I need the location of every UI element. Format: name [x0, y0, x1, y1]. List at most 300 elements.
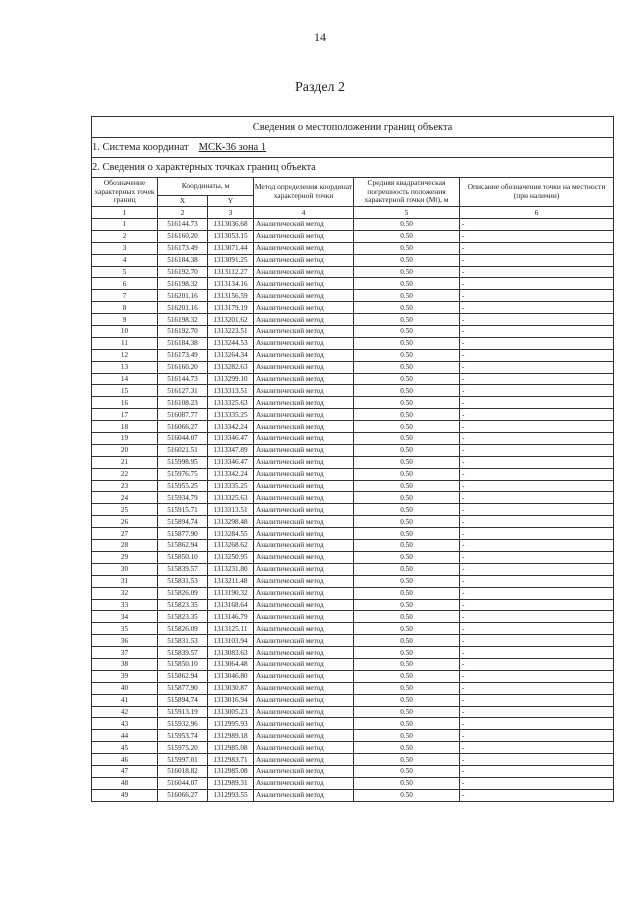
error-cell: 0.50: [354, 302, 460, 314]
description-cell: -: [460, 730, 614, 742]
error-cell: 0.50: [354, 754, 460, 766]
coord-y: 1313179.19: [208, 302, 254, 314]
error-cell: 0.50: [354, 337, 460, 349]
coord-x: 515826.09: [158, 623, 208, 635]
description-cell: -: [460, 468, 614, 480]
table-row: [92, 397, 614, 409]
header-method: Метод определения координат характерной точки: [254, 178, 354, 207]
point-number: 18: [92, 421, 158, 433]
description-cell: -: [460, 789, 614, 801]
coord-y: 1313211.48: [208, 575, 254, 587]
method-cell: Аналитический метод: [254, 266, 354, 278]
description-cell: -: [460, 433, 614, 445]
description-cell: -: [460, 266, 614, 278]
description-cell: -: [460, 242, 614, 254]
point-number: 20: [92, 444, 158, 456]
method-cell: Аналитический метод: [254, 385, 354, 397]
coord-x: 515877.90: [158, 682, 208, 694]
error-cell: 0.50: [354, 421, 460, 433]
coord-x: 516192.70: [158, 266, 208, 278]
table-row: [92, 647, 614, 659]
description-cell: -: [460, 385, 614, 397]
coord-x: 516160.20: [158, 230, 208, 242]
point-number: 25: [92, 504, 158, 516]
coord-y: 1313346.47: [208, 456, 254, 468]
description-cell: -: [460, 302, 614, 314]
method-cell: Аналитический метод: [254, 694, 354, 706]
coord-y: 1313134.16: [208, 278, 254, 290]
point-number: 30: [92, 563, 158, 575]
coord-x: 515826.09: [158, 587, 208, 599]
table-row: [92, 409, 614, 421]
method-cell: Аналитический метод: [254, 765, 354, 777]
error-cell: 0.50: [354, 599, 460, 611]
error-cell: 0.50: [354, 278, 460, 290]
table-row: [92, 718, 614, 730]
coord-y: 1313030.87: [208, 682, 254, 694]
method-cell: Аналитический метод: [254, 587, 354, 599]
coord-system-value: МСК-36 зона 1: [198, 142, 267, 153]
description-cell: -: [460, 742, 614, 754]
point-number: 31: [92, 575, 158, 587]
error-cell: 0.50: [354, 635, 460, 647]
point-number: 21: [92, 456, 158, 468]
description-cell: -: [460, 777, 614, 789]
point-number: 33: [92, 599, 158, 611]
error-cell: 0.50: [354, 480, 460, 492]
method-cell: Аналитический метод: [254, 314, 354, 326]
coord-x: 516108.23: [158, 397, 208, 409]
table-row: [92, 230, 614, 242]
description-cell: -: [460, 314, 614, 326]
table-row: [92, 504, 614, 516]
description-cell: -: [460, 647, 614, 659]
method-cell: Аналитический метод: [254, 611, 354, 623]
method-cell: Аналитический метод: [254, 219, 354, 231]
coord-x: 515839.57: [158, 647, 208, 659]
method-cell: Аналитический метод: [254, 516, 354, 528]
point-number: 40: [92, 682, 158, 694]
coord-y: 1312983.71: [208, 754, 254, 766]
coord-x: 515839.57: [158, 563, 208, 575]
coord-y: 1313083.63: [208, 647, 254, 659]
coord-x: 515831.53: [158, 575, 208, 587]
coord-y: 1313168.64: [208, 599, 254, 611]
description-cell: -: [460, 587, 614, 599]
coord-y: 1312995.93: [208, 718, 254, 730]
description-cell: -: [460, 635, 614, 647]
error-cell: 0.50: [354, 694, 460, 706]
table-row: [92, 314, 614, 326]
point-number: 22: [92, 468, 158, 480]
table-row: [92, 682, 614, 694]
error-cell: 0.50: [354, 314, 460, 326]
point-number: 37: [92, 647, 158, 659]
coord-x: 516066.27: [158, 421, 208, 433]
error-cell: 0.50: [354, 587, 460, 599]
error-cell: 0.50: [354, 504, 460, 516]
header-y: Y: [208, 196, 254, 207]
description-cell: -: [460, 765, 614, 777]
coord-y: 1313016.94: [208, 694, 254, 706]
method-cell: Аналитический метод: [254, 326, 354, 338]
description-cell: -: [460, 290, 614, 302]
error-cell: 0.50: [354, 682, 460, 694]
coord-y: 1313342.24: [208, 468, 254, 480]
coord-x: 516018.82: [158, 765, 208, 777]
coord-x: 515998.95: [158, 456, 208, 468]
error-cell: 0.50: [354, 706, 460, 718]
method-cell: Аналитический метод: [254, 480, 354, 492]
coord-x: 515850.10: [158, 551, 208, 563]
point-number: 44: [92, 730, 158, 742]
coord-y: 1313005.23: [208, 706, 254, 718]
coord-y: 1313299.10: [208, 373, 254, 385]
point-number: 26: [92, 516, 158, 528]
description-cell: -: [460, 421, 614, 433]
coord-y: 1313156.59: [208, 290, 254, 302]
error-cell: 0.50: [354, 647, 460, 659]
coord-x: 516066.27: [158, 789, 208, 801]
table-row: [92, 635, 614, 647]
point-number: 34: [92, 611, 158, 623]
point-number: 46: [92, 754, 158, 766]
coord-y: 1313146.79: [208, 611, 254, 623]
table-row: [92, 623, 614, 635]
method-cell: Аналитический метод: [254, 361, 354, 373]
method-cell: Аналитический метод: [254, 528, 354, 540]
coord-x: 516144.73: [158, 219, 208, 231]
table-row: [92, 765, 614, 777]
description-cell: -: [460, 718, 614, 730]
point-number: 10: [92, 326, 158, 338]
method-cell: Аналитический метод: [254, 742, 354, 754]
point-number: 8: [92, 302, 158, 314]
coord-system-label: 1. Система координат: [92, 142, 189, 153]
description-cell: -: [460, 504, 614, 516]
description-cell: -: [460, 623, 614, 635]
description-cell: -: [460, 516, 614, 528]
table-row: [92, 540, 614, 552]
point-number: 12: [92, 349, 158, 361]
coord-x: 516201.16: [158, 290, 208, 302]
table-row: [92, 326, 614, 338]
description-cell: -: [460, 658, 614, 670]
method-cell: Аналитический метод: [254, 444, 354, 456]
method-cell: Аналитический метод: [254, 540, 354, 552]
table-row: [92, 385, 614, 397]
point-number: 4: [92, 254, 158, 266]
point-number: 16: [92, 397, 158, 409]
point-number: 7: [92, 290, 158, 302]
method-cell: Аналитический метод: [254, 623, 354, 635]
coord-x: 515831.53: [158, 635, 208, 647]
error-cell: 0.50: [354, 789, 460, 801]
method-cell: Аналитический метод: [254, 658, 354, 670]
table-row: [92, 480, 614, 492]
table-row: [92, 611, 614, 623]
method-cell: Аналитический метод: [254, 421, 354, 433]
description-cell: -: [460, 480, 614, 492]
coord-x: 515913.19: [158, 706, 208, 718]
coord-y: 1313250.95: [208, 551, 254, 563]
method-cell: Аналитический метод: [254, 754, 354, 766]
coord-y: 1313125.11: [208, 623, 254, 635]
method-cell: Аналитический метод: [254, 337, 354, 349]
point-number: 9: [92, 314, 158, 326]
point-number: 39: [92, 670, 158, 682]
coord-y: 1313284.55: [208, 528, 254, 540]
error-cell: 0.50: [354, 444, 460, 456]
header-coords: Координаты, м: [158, 178, 254, 196]
table-row: [92, 754, 614, 766]
error-cell: 0.50: [354, 409, 460, 421]
coord-x: 515953.74: [158, 730, 208, 742]
description-cell: -: [460, 219, 614, 231]
coord-y: 1313112.27: [208, 266, 254, 278]
method-cell: Аналитический метод: [254, 242, 354, 254]
description-cell: -: [460, 444, 614, 456]
error-cell: 0.50: [354, 397, 460, 409]
error-cell: 0.50: [354, 385, 460, 397]
point-number: 15: [92, 385, 158, 397]
table-row: [92, 278, 614, 290]
coord-x: 516198.32: [158, 278, 208, 290]
table-row: [92, 789, 614, 801]
coord-x: 516044.07: [158, 433, 208, 445]
table-row: [92, 492, 614, 504]
error-cell: 0.50: [354, 468, 460, 480]
coord-y: 1313190.32: [208, 587, 254, 599]
description-cell: -: [460, 575, 614, 587]
method-cell: Аналитический метод: [254, 433, 354, 445]
coord-y: 1313053.15: [208, 230, 254, 242]
coord-y: 1313335.25: [208, 480, 254, 492]
description-cell: -: [460, 373, 614, 385]
coord-y: 1313282.63: [208, 361, 254, 373]
coord-x: 515862.94: [158, 540, 208, 552]
method-cell: Аналитический метод: [254, 290, 354, 302]
table-row: [92, 373, 614, 385]
point-number: 27: [92, 528, 158, 540]
coord-y: 1313298.48: [208, 516, 254, 528]
error-cell: 0.50: [354, 540, 460, 552]
coord-x: 516184.38: [158, 254, 208, 266]
coord-x: 515976.75: [158, 468, 208, 480]
table-row: [92, 242, 614, 254]
coord-y: 1313244.53: [208, 337, 254, 349]
coord-y: 1312985.08: [208, 765, 254, 777]
error-cell: 0.50: [354, 349, 460, 361]
points-section-label: 2. Сведения о характерных точках границ объекта: [92, 158, 614, 178]
coord-x: 515894.74: [158, 694, 208, 706]
point-number: 35: [92, 623, 158, 635]
col-number: 5: [354, 207, 460, 219]
coord-x: 516144.73: [158, 373, 208, 385]
coord-y: 1313201.62: [208, 314, 254, 326]
col-number: 1: [92, 207, 158, 219]
method-cell: Аналитический метод: [254, 492, 354, 504]
coord-x: 515934.79: [158, 492, 208, 504]
description-cell: -: [460, 706, 614, 718]
coord-x: 516087.77: [158, 409, 208, 421]
coord-y: 1313347.89: [208, 444, 254, 456]
coord-y: 1313268.62: [208, 540, 254, 552]
point-number: 41: [92, 694, 158, 706]
coord-x: 516192.70: [158, 326, 208, 338]
col-number: 3: [208, 207, 254, 219]
method-cell: Аналитический метод: [254, 468, 354, 480]
error-cell: 0.50: [354, 670, 460, 682]
description-cell: -: [460, 563, 614, 575]
coord-y: 1313064.48: [208, 658, 254, 670]
method-cell: Аналитический метод: [254, 230, 354, 242]
point-number: 1: [92, 219, 158, 231]
table-row: [92, 266, 614, 278]
point-number: 3: [92, 242, 158, 254]
error-cell: 0.50: [354, 290, 460, 302]
table-row: [92, 361, 614, 373]
point-number: 13: [92, 361, 158, 373]
description-cell: -: [460, 337, 614, 349]
table-row: [92, 694, 614, 706]
table-row: [92, 551, 614, 563]
description-cell: -: [460, 230, 614, 242]
table-row: [92, 658, 614, 670]
description-cell: -: [460, 397, 614, 409]
method-cell: Аналитический метод: [254, 302, 354, 314]
table-row: [92, 302, 614, 314]
point-number: 47: [92, 765, 158, 777]
table-row: [92, 599, 614, 611]
point-number: 11: [92, 337, 158, 349]
method-cell: Аналитический метод: [254, 373, 354, 385]
method-cell: Аналитический метод: [254, 504, 354, 516]
point-number: 43: [92, 718, 158, 730]
coord-y: 1312993.55: [208, 789, 254, 801]
col-number: 4: [254, 207, 354, 219]
point-number: 23: [92, 480, 158, 492]
table-row: [92, 706, 614, 718]
method-cell: Аналитический метод: [254, 254, 354, 266]
description-cell: -: [460, 409, 614, 421]
coord-y: 1313046.80: [208, 670, 254, 682]
method-cell: Аналитический метод: [254, 599, 354, 611]
description-cell: -: [460, 361, 614, 373]
coord-x: 515975.20: [158, 742, 208, 754]
method-cell: Аналитический метод: [254, 551, 354, 563]
point-number: 42: [92, 706, 158, 718]
col-number: 6: [460, 207, 614, 219]
description-cell: -: [460, 326, 614, 338]
error-cell: 0.50: [354, 230, 460, 242]
point-number: 6: [92, 278, 158, 290]
description-cell: -: [460, 551, 614, 563]
coord-y: 1313342.24: [208, 421, 254, 433]
table-row: [92, 337, 614, 349]
error-cell: 0.50: [354, 528, 460, 540]
table-row: [92, 528, 614, 540]
error-cell: 0.50: [354, 456, 460, 468]
method-cell: Аналитический метод: [254, 278, 354, 290]
point-number: 48: [92, 777, 158, 789]
error-cell: 0.50: [354, 777, 460, 789]
table-row: [92, 575, 614, 587]
table-row: [92, 444, 614, 456]
error-cell: 0.50: [354, 765, 460, 777]
coord-y: 1313313.51: [208, 385, 254, 397]
col-number: 2: [158, 207, 208, 219]
error-cell: 0.50: [354, 373, 460, 385]
coord-x: 515894.74: [158, 516, 208, 528]
point-number: 32: [92, 587, 158, 599]
description-cell: -: [460, 492, 614, 504]
description-cell: -: [460, 254, 614, 266]
table-row: [92, 254, 614, 266]
coord-x: 515823.35: [158, 599, 208, 611]
coord-x: 515877.90: [158, 528, 208, 540]
table-title: Сведения о местоположении границ объекта: [92, 117, 614, 138]
point-number: 24: [92, 492, 158, 504]
point-number: 2: [92, 230, 158, 242]
table-row: [92, 349, 614, 361]
point-number: 5: [92, 266, 158, 278]
table-row: [92, 433, 614, 445]
method-cell: Аналитический метод: [254, 409, 354, 421]
error-cell: 0.50: [354, 658, 460, 670]
coord-x: 516184.38: [158, 337, 208, 349]
description-cell: -: [460, 278, 614, 290]
description-cell: -: [460, 670, 614, 682]
method-cell: Аналитический метод: [254, 575, 354, 587]
point-number: 28: [92, 540, 158, 552]
description-cell: -: [460, 682, 614, 694]
error-cell: 0.50: [354, 361, 460, 373]
table-row: [92, 468, 614, 480]
table-row: [92, 563, 614, 575]
table-row: [92, 587, 614, 599]
coord-x: 516173.49: [158, 242, 208, 254]
method-cell: Аналитический метод: [254, 349, 354, 361]
coord-x: 515955.25: [158, 480, 208, 492]
header-designation: Обозначение характерных точек границ: [92, 178, 158, 207]
coord-y: 1313325.63: [208, 492, 254, 504]
error-cell: 0.50: [354, 433, 460, 445]
table-row: [92, 219, 614, 231]
coord-x: 515850.10: [158, 658, 208, 670]
page-number: 14: [314, 30, 326, 44]
description-cell: -: [460, 528, 614, 540]
coord-x: 515915.71: [158, 504, 208, 516]
method-cell: Аналитический метод: [254, 706, 354, 718]
coord-x: 516160.20: [158, 361, 208, 373]
coord-x: 516044.07: [158, 777, 208, 789]
description-cell: -: [460, 599, 614, 611]
error-cell: 0.50: [354, 623, 460, 635]
description-cell: -: [460, 694, 614, 706]
method-cell: Аналитический метод: [254, 789, 354, 801]
coord-y: 1313036.68: [208, 219, 254, 231]
table-row: [92, 421, 614, 433]
coord-x: 516198.32: [158, 314, 208, 326]
point-number: 45: [92, 742, 158, 754]
method-cell: Аналитический метод: [254, 777, 354, 789]
description-cell: -: [460, 754, 614, 766]
error-cell: 0.50: [354, 326, 460, 338]
point-number: 49: [92, 789, 158, 801]
coord-x: 516201.16: [158, 302, 208, 314]
point-number: 29: [92, 551, 158, 563]
